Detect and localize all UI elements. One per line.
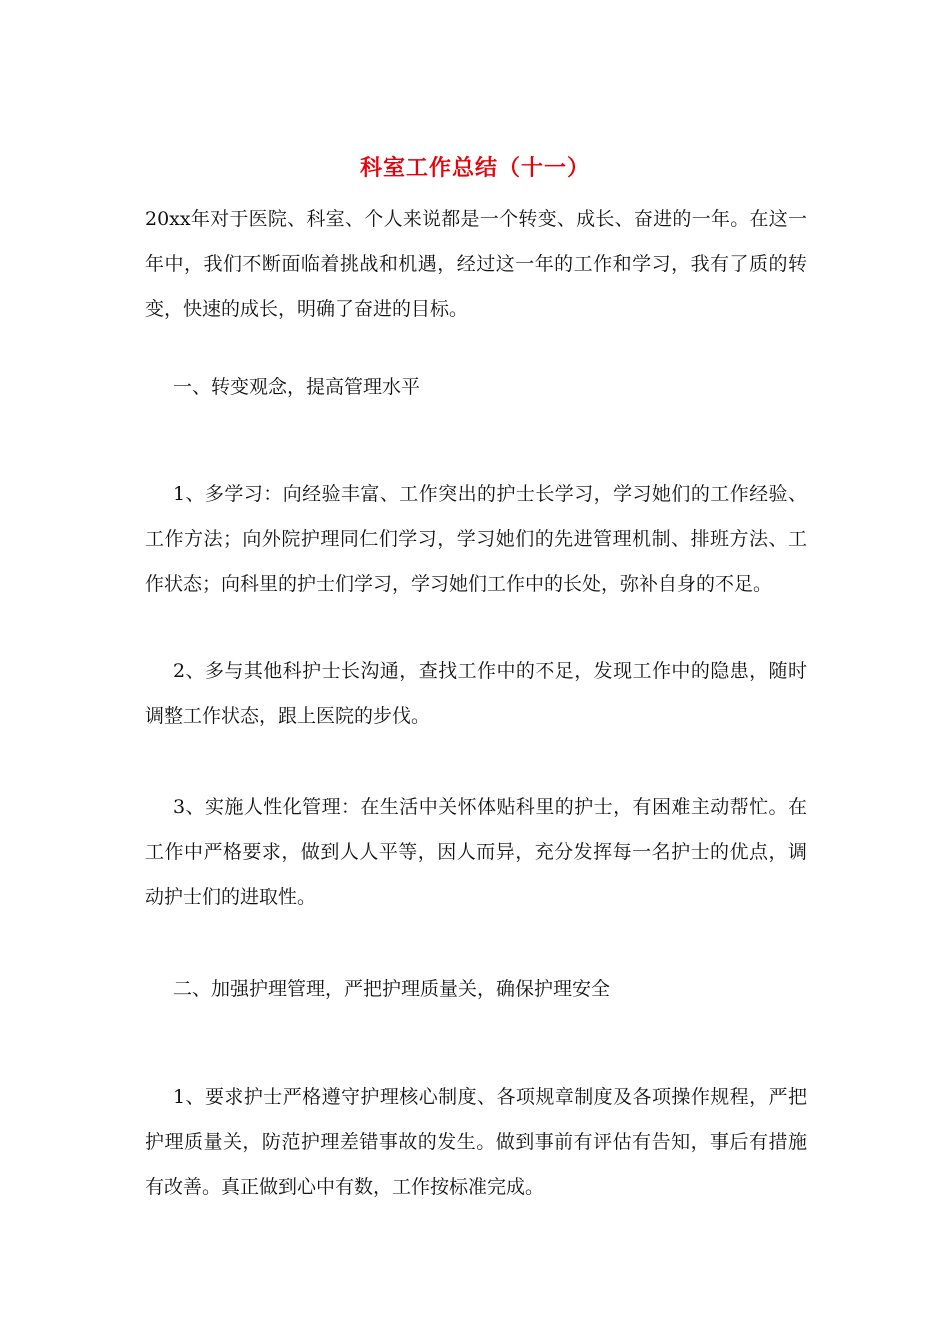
document-title: 科室工作总结（十一） [359,155,590,181]
paragraph-1-1: 1、多学习：向经验丰富、工作突出的护士长学习，学习她们的工作经验、工作方法；向外院护理同仁们学习，学习她们的先进管理机制、排班方法、工作状态；向科里的护士们学习，学习她们工作中的长处，弥补自身的不足。 [145,483,807,595]
paragraph-1-3: 3、实施人性化管理：在生活中关怀体贴科里的护士，有困难主动帮忙。在工作中严格要求，做到人人平等，因人而异，充分发挥每一名护士的优点，调动护士们的进取性。 [145,796,807,908]
section-heading-2: 二、加强护理管理，严把护理质量关，确保护理安全 [173,978,611,1000]
paragraph-1-2: 2、多与其他科护士长沟通，查找工作中的不足，发现工作中的隐患，随时调整工作状态，跟上医院的步伐。 [145,660,807,727]
intro-paragraph: 20xx年对于医院、科室、个人来说都是一个转变、成长、奋进的一年。在这一年中，我们不断面临着挑战和机遇，经过这一年的工作和学习，我有了质的转变，快速的成长，明确了奋进的目标。 [145,208,807,320]
paragraph-2-1: 1、要求护士严格遵守护理核心制度、各项规章制度及各项操作规程，严把护理质量关，防范护理差错事故的发生。做到事前有评估有告知，事后有措施有改善。真正做到心中有数，工作按标准完成。 [145,1086,807,1198]
section-heading-1: 一、转变观念，提高管理水平 [173,376,421,398]
